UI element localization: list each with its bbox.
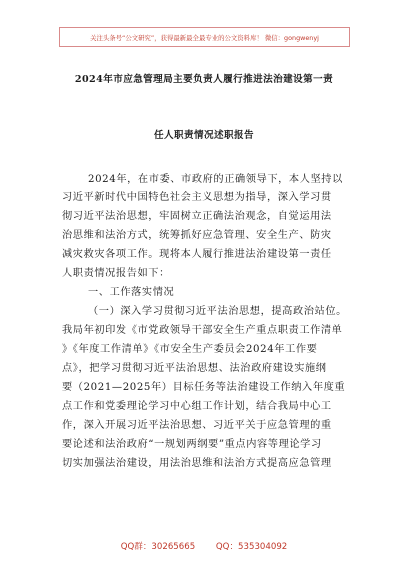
doc-title-line-1: 2024年市应急管理局主要负责人履行推进法治建设第一责 bbox=[74, 74, 334, 85]
contact-footer bbox=[0, 540, 408, 552]
doc-title-line-2: 任人职责情况述职报告 bbox=[154, 130, 254, 141]
subsection-heading: （一）深入学习贯彻习近平法治思想，提高政治站位。 bbox=[88, 306, 347, 317]
section-heading: 一、工作落实情况 bbox=[88, 287, 175, 298]
body-line: 习近平新时代中国特色社会主义思想为指导，深入学习贯 bbox=[62, 192, 332, 203]
body-line: 彻习近平法治思想，牢固树立正确法治观念，自觉运用法 bbox=[62, 211, 332, 222]
body-line: 2024年，在市委、市政府的正确领导下，本人坚持以 bbox=[88, 174, 343, 185]
body-line: 我局年初印发《市党政领导干部安全生产重点职责工作清单 bbox=[62, 325, 343, 336]
body-line: 点工作和党委理论学习中心组工作计划，结合我局中心工 bbox=[62, 401, 332, 412]
body-line: 人职责情况报告如下： bbox=[62, 268, 170, 279]
body-line: 治思维和法治方式，统筹抓好应急管理、安全生产、防灾 bbox=[62, 230, 332, 241]
promo-banner: 关注头条号“公文研究”，获得最新最全最专业的公文资料库！ 微信：gongwenyj bbox=[59, 27, 350, 47]
body-line: 要论述和法治政府“一规划两纲要”重点内容等理论学习 bbox=[62, 439, 322, 450]
body-line: 》《年度工作清单》《市安全生产委员会2024年工作要 bbox=[62, 344, 318, 355]
body-line: 要（2021—2025年）目标任务等法治建设工作纳入年度重 bbox=[62, 382, 346, 393]
body-line: 作，深入开展习近平法治思想、习近平关于应急管理的重 bbox=[62, 420, 332, 431]
qq-group-number: QQ群：30265665 bbox=[120, 542, 196, 552]
body-line: 切实加强法治建设，用法治思维和法治方式提高应急管理 bbox=[62, 458, 332, 469]
qq-number: QQ：535304092 bbox=[215, 542, 288, 552]
body-line: 点》，把学习贯彻习近平法治思想、法治政府建设实施纲 bbox=[62, 363, 327, 374]
body-line: 减灾救灾各项工作。现将本人履行推进法治建设第一责任 bbox=[62, 249, 332, 260]
